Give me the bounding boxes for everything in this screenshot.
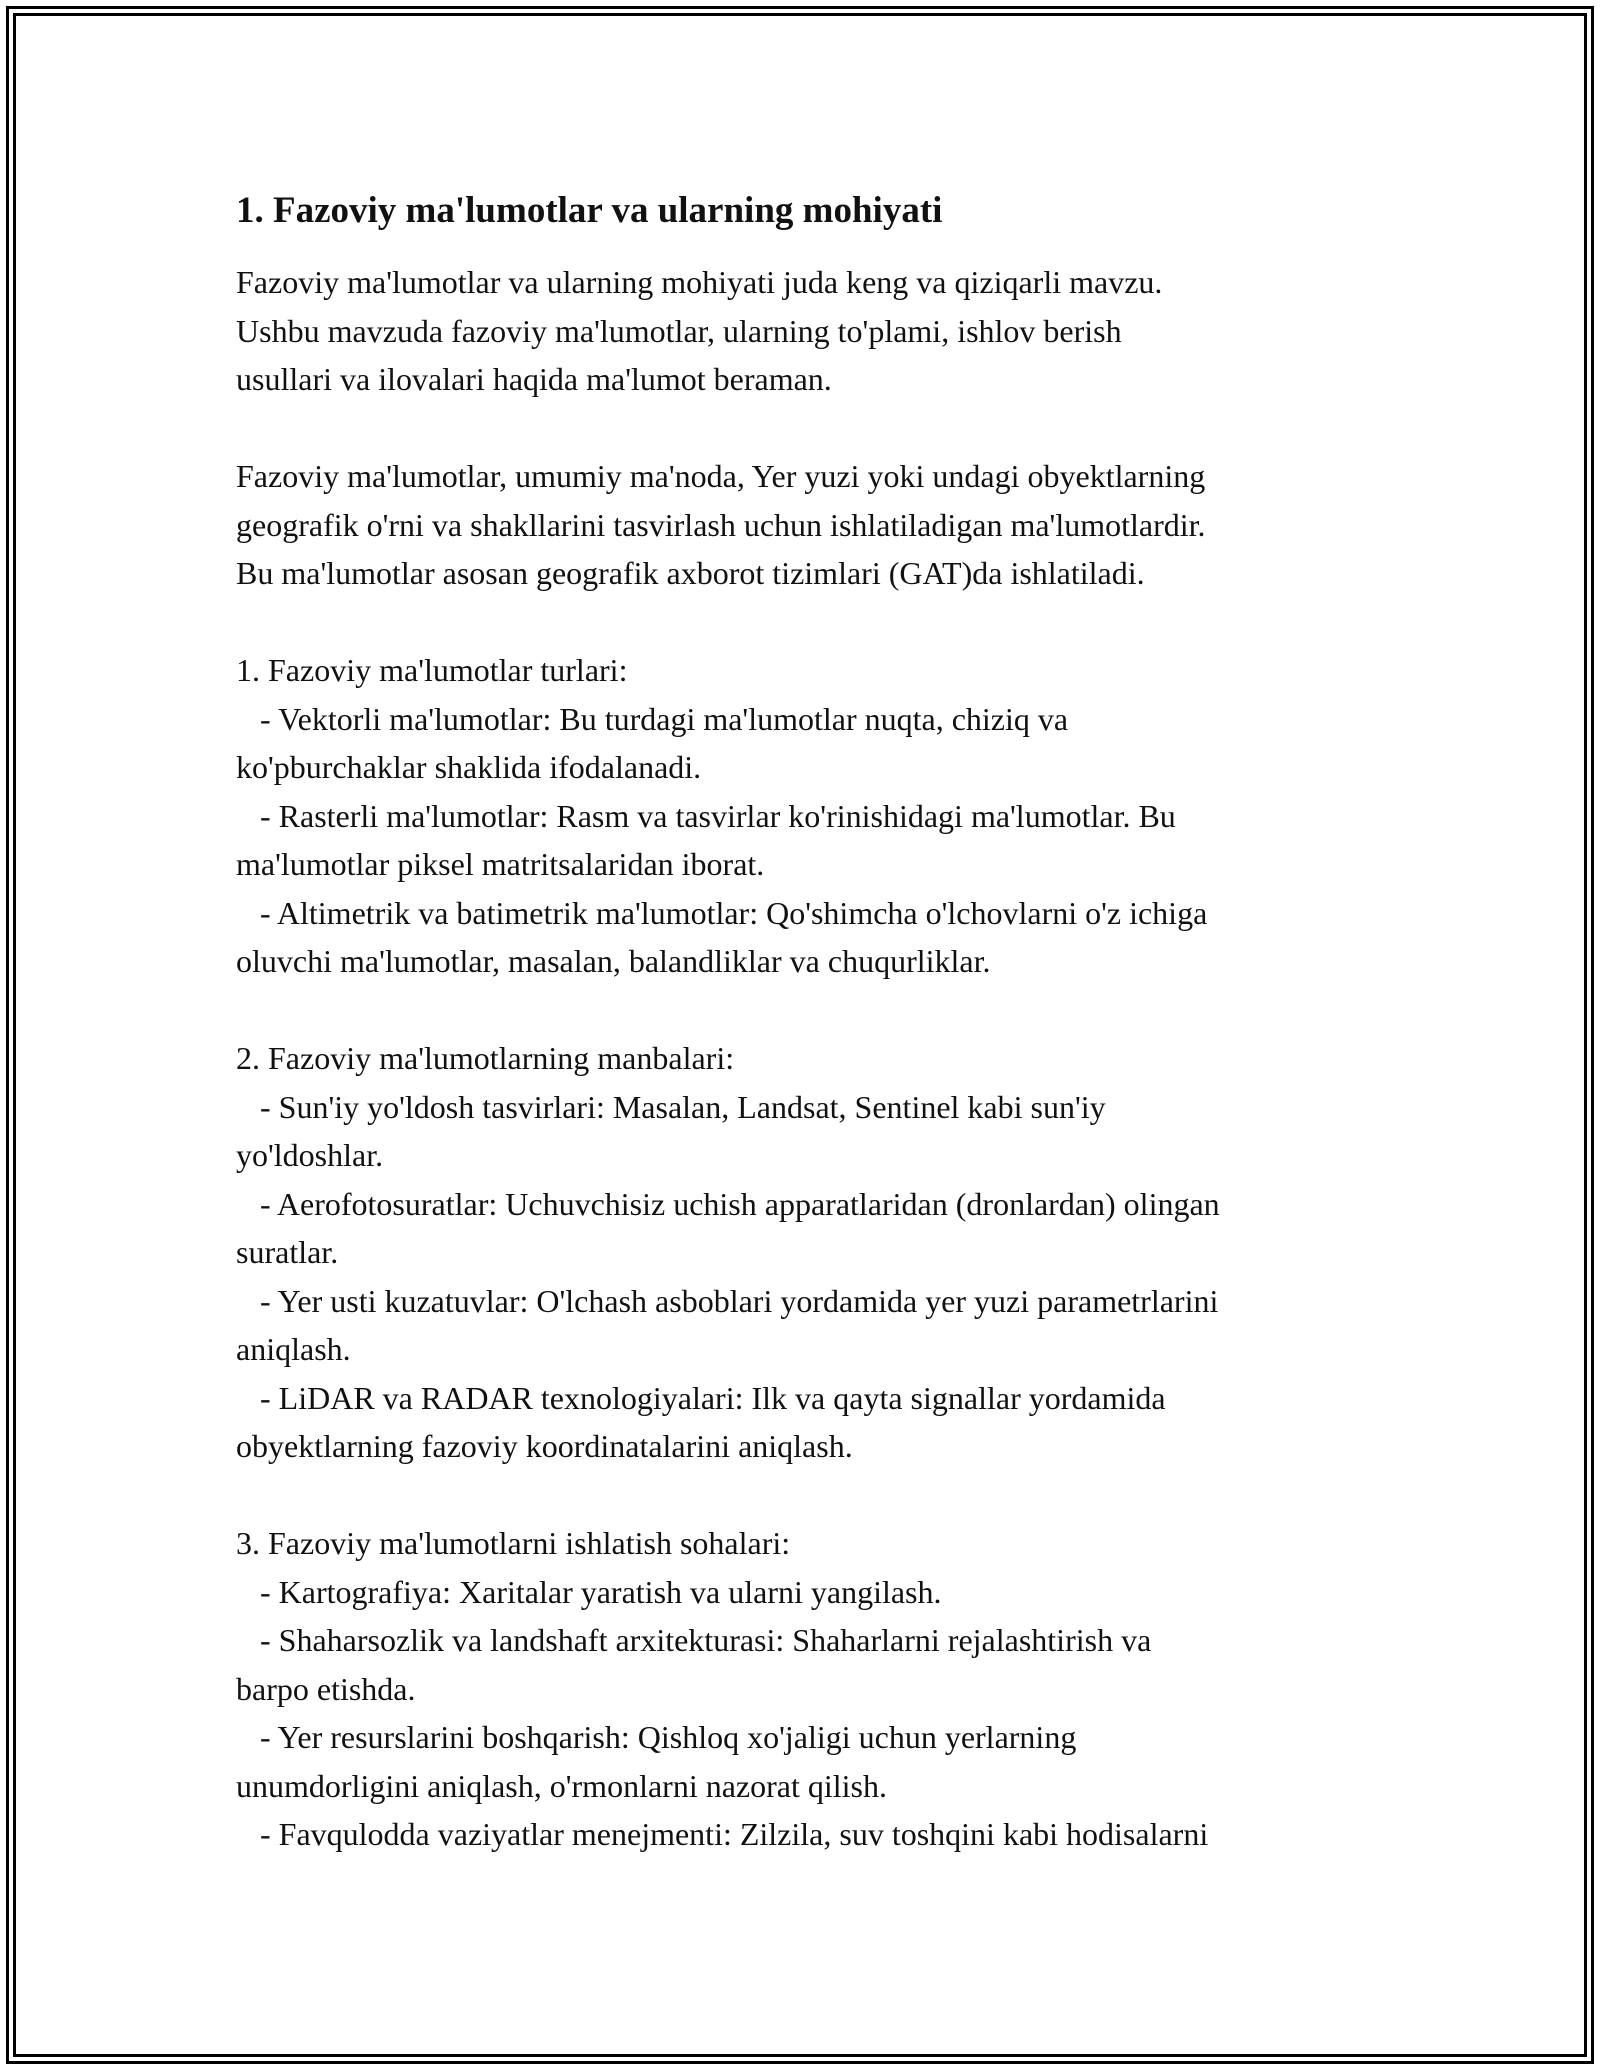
list-item: - LiDAR va RADAR texnologiyalari: Ilk va qayta signallar yordamida xyxy=(236,1379,1166,1416)
text-line: Fazoviy ma'lumotlar, umumiy ma'noda, Yer yuzi yoki undagi obyektlarning xyxy=(236,458,1206,494)
list-item: - Yer usti kuzatuvlar: O'lchash asboblari yordamida yer yuzi parametrlarini xyxy=(236,1282,1219,1319)
list-item: - Altimetrik va batimetrik ma'lumotlar: Qo'shimcha o'lchovlarni o'z ichiga xyxy=(236,894,1208,931)
document-body xyxy=(236,186,1376,1859)
section-usage-areas xyxy=(236,1519,1376,1859)
section-data-sources xyxy=(236,1034,1376,1471)
text-line: barpo etishda. xyxy=(236,1670,416,1707)
list-item: - Shaharsozlik va landshaft arxitekturasi: Shaharlarni rejalashtirish va xyxy=(236,1622,1152,1658)
list-item: - Sun'iy yo'ldosh tasvirlari: Masalan, Landsat, Sentinel kabi sun'iy xyxy=(236,1088,1106,1125)
text-line: geografik o'rni va shakllarini tasvirlash uchun ishlatiladigan ma'lumotlardir. xyxy=(236,506,1206,543)
list-item: - Aerofotosuratlar: Uchuvchisiz uchish apparatlaridan (dronlardan) olingan xyxy=(236,1185,1220,1222)
text-line: unumdorligini aniqlash, o'rmonlarni nazorat qilish. xyxy=(236,1767,887,1804)
text-line: Ushbu mavzuda fazoviy ma'lumotlar, ularning to'plami, ishlov berish xyxy=(236,312,1122,349)
paragraph-definition xyxy=(236,452,1376,598)
section-heading: 3. Fazoviy ma'lumotlarni ishlatish sohalari: xyxy=(236,1525,791,1561)
list-item: - Kartografiya: Xaritalar yaratish va ularni yangilash. xyxy=(236,1573,942,1610)
document-title: 1. Fazoviy ma'lumotlar va ularning mohiyati xyxy=(236,190,943,231)
section-heading: 1. Fazoviy ma'lumotlar turlari: xyxy=(236,652,628,688)
text-line: Fazoviy ma'lumotlar va ularning mohiyati juda keng va qiziqarli mavzu. xyxy=(236,264,1163,300)
section-heading: 2. Fazoviy ma'lumotlarning manbalari: xyxy=(236,1040,735,1076)
text-line: obyektlarning fazoviy koordinatalarini aniqlash. xyxy=(236,1428,853,1464)
text-line: ma'lumotlar piksel matritsalaridan iborat. xyxy=(236,846,765,882)
text-line: Bu ma'lumotlar asosan geografik axborot tizimlari (GAT)da ishlatiladi. xyxy=(236,555,1145,591)
section-data-types xyxy=(236,646,1376,986)
list-item: - Favqulodda vaziyatlar menejmenti: Zilzila, suv toshqini kabi hodisalarni xyxy=(236,1816,1209,1852)
text-line: oluvchi ma'lumotlar, masalan, balandliklar va chuqurliklar. xyxy=(236,943,991,979)
text-line: yo'ldoshlar. xyxy=(236,1137,384,1173)
list-item: - Vektorli ma'lumotlar: Bu turdagi ma'lumotlar nuqta, chiziq va xyxy=(236,700,1069,737)
text-line: suratlar. xyxy=(236,1234,339,1270)
list-item: - Rasterli ma'lumotlar: Rasm va tasvirlar ko'rinishidagi ma'lumotlar. Bu xyxy=(236,797,1176,834)
paragraph-intro xyxy=(236,258,1376,404)
text-line: usullari va ilovalari haqida ma'lumot beraman. xyxy=(236,361,832,397)
text-line: aniqlash. xyxy=(236,1331,351,1367)
list-item: - Yer resurslarini boshqarish: Qishloq xo'jaligi uchun yerlarning xyxy=(236,1719,1077,1755)
text-line: ko'pburchaklar shaklida ifodalanadi. xyxy=(236,749,702,785)
